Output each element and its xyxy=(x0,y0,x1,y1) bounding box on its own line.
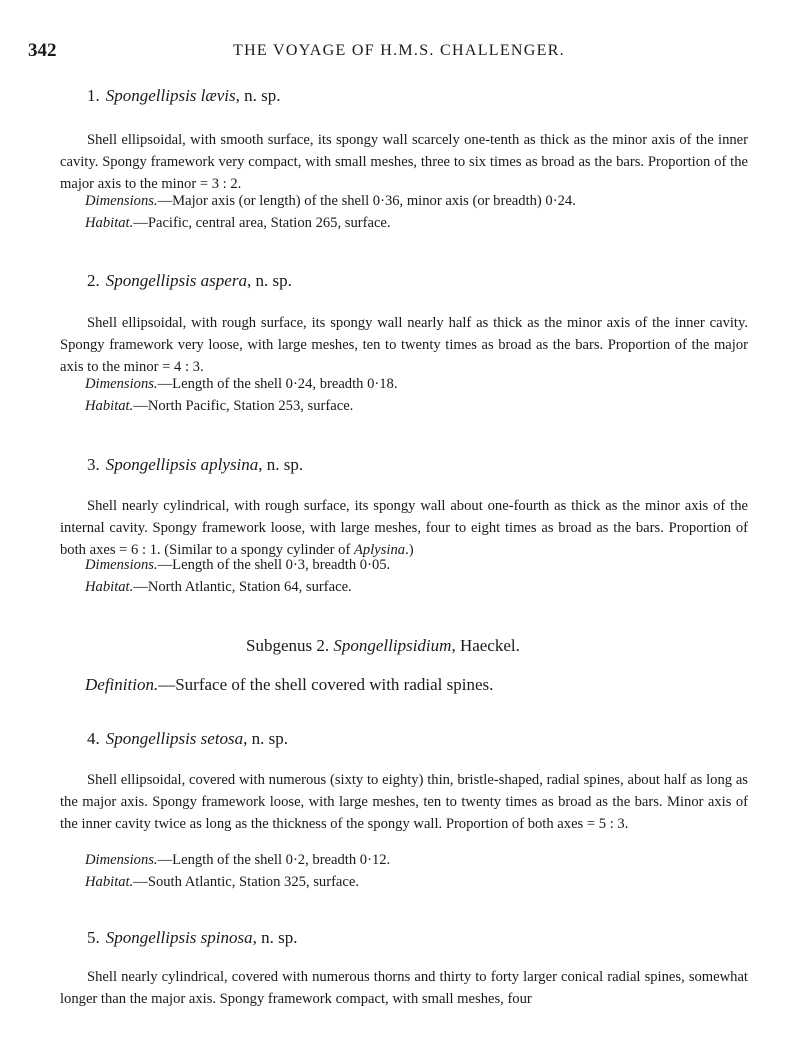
species-number: 5. xyxy=(87,928,100,947)
habitat-line xyxy=(85,215,391,232)
page-number: 342 xyxy=(28,40,57,61)
species-suffix: , n. sp. xyxy=(246,271,292,290)
species-suffix: , n. sp. xyxy=(235,86,281,105)
habitat-line xyxy=(85,398,353,415)
page-header xyxy=(28,40,770,62)
habitat-text: —Pacific, central area, Station 265, surface. xyxy=(133,215,391,231)
subgenus-prefix: Subgenus 2. xyxy=(246,636,334,655)
species-number: 2. xyxy=(87,271,100,290)
dimensions-text: —Length of the shell 0·3, breadth 0·05. xyxy=(157,557,391,573)
definition-label: Definition. xyxy=(85,675,159,694)
species-name: Spongellipsis lævis xyxy=(105,86,236,105)
subgenus-name: Spongellipsidium xyxy=(333,636,452,655)
dimensions-text: —Major axis (or length) of the shell 0·36, minor axis (or breadth) 0·24. xyxy=(157,193,576,209)
subgenus-suffix: , Haeckel. xyxy=(451,636,520,655)
running-title: THE VOYAGE OF H.M.S. CHALLENGER. xyxy=(233,42,565,59)
description-main: Shell nearly cylindrical, with rough surface, its spongy wall about one-fourth as thick as the minor axis of the internal cavity. Spongy framework loose, with large meshes, four to eight times as broad as the bars. Proportion of both axes = 6 : 1. (Similar to a spongy cylinder of xyxy=(60,498,748,558)
species-number: 4. xyxy=(87,729,100,748)
species-description: Shell ellipsoidal, covered with numerous (sixty to eighty) thin, bristle-shaped, radial spines, about half as long as the major axis. Spongy framework loose, with large meshes, ten to twenty times as broad as the bars. Minor axis of the inner cavity twice as long as the thickness of the spongy wall. Proportion of both axes = 5 : 3. xyxy=(60,772,748,832)
dimensions-label: Dimensions. xyxy=(85,376,158,392)
habitat-label: Habitat. xyxy=(85,215,134,231)
dimensions-label: Dimensions. xyxy=(85,193,158,209)
species-description: Shell ellipsoidal, with rough surface, its spongy wall nearly half as thick as the minor axis of the inner cavity. Spongy framework very loose, with large meshes, ten to twenty times as broad as the bars. Proportion of the major axis to the minor = 4 : 3. xyxy=(60,315,748,375)
species-name: Spongellipsis setosa xyxy=(105,729,244,748)
habitat-label: Habitat. xyxy=(85,874,134,890)
habitat-text: —South Atlantic, Station 325, surface. xyxy=(133,874,360,890)
definition-text: —Surface of the shell covered with radial spines. xyxy=(158,675,494,694)
species-suffix: , n. sp. xyxy=(243,729,289,748)
habitat-label: Habitat. xyxy=(85,579,134,595)
habitat-line xyxy=(85,579,352,596)
species-description xyxy=(60,495,748,561)
genus-reference: Aplysina xyxy=(353,542,406,558)
description-end: .) xyxy=(405,542,414,558)
habitat-text: —North Pacific, Station 253, surface. xyxy=(133,398,354,414)
species-heading xyxy=(87,928,298,948)
dimensions-label: Dimensions. xyxy=(85,557,158,573)
dimensions-label: Dimensions. xyxy=(85,852,158,868)
species-name: Spongellipsis aspera xyxy=(105,271,247,290)
habitat-label: Habitat. xyxy=(85,398,134,414)
species-heading xyxy=(87,455,303,475)
species-name: Spongellipsis spinosa xyxy=(105,928,253,947)
dimensions-text: —Length of the shell 0·24, breadth 0·18. xyxy=(157,376,398,392)
species-heading xyxy=(87,271,292,291)
dimensions-line xyxy=(85,852,390,869)
dimensions-text: —Length of the shell 0·2, breadth 0·12. xyxy=(157,852,391,868)
species-number: 1. xyxy=(87,86,100,105)
subgenus-heading xyxy=(246,636,520,656)
dimensions-line xyxy=(85,376,398,393)
species-heading xyxy=(87,86,281,106)
species-heading xyxy=(87,729,288,749)
definition-line xyxy=(85,675,493,695)
species-suffix: , n. sp. xyxy=(258,455,304,474)
dimensions-line xyxy=(85,557,390,574)
habitat-line xyxy=(85,874,359,891)
habitat-text: —North Atlantic, Station 64, surface. xyxy=(133,579,352,595)
dimensions-line xyxy=(85,193,576,210)
species-suffix: , n. sp. xyxy=(252,928,298,947)
species-description: Shell ellipsoidal, with smooth surface, its spongy wall scarcely one-tenth as thick as the minor axis of the inner cavity. Spongy framework very compact, with small meshes, three to six times as broad as the bars. Proportion of the major axis to the minor = 3 : 2. xyxy=(60,132,748,192)
species-description: Shell nearly cylindrical, covered with numerous thorns and thirty to forty larger conical radial spines, somewhat longer than the major axis. Spongy framework compact, with small meshes, four xyxy=(60,969,748,1007)
species-number: 3. xyxy=(87,455,100,474)
species-name: Spongellipsis aplysina xyxy=(105,455,259,474)
